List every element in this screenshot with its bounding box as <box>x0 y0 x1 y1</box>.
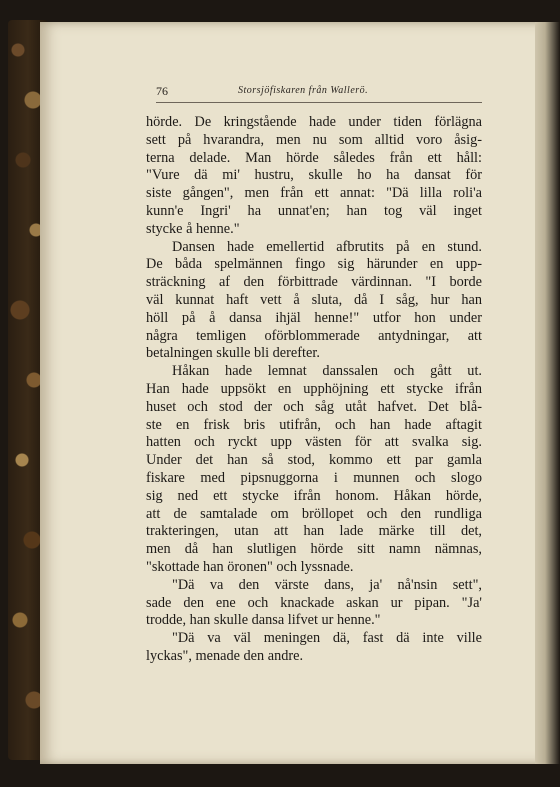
text-line: Under det han så stod, kommo ett par gamla <box>146 452 482 469</box>
text-line: siste gången", men från ett annat: "Dä lilla roli'a <box>146 185 482 202</box>
text-line: höll på å dansa ihjäl henne!" utfor hon under <box>146 309 482 326</box>
text-line: några temligen oförblommerade antydningar, att <box>146 327 482 344</box>
text-line: trakteringen, utan att han lade märke till det, <box>146 523 482 540</box>
text-line: sade den ene och knackade askan ur pipan. "Ja' <box>146 594 482 611</box>
text-line: "skottade han öronen" och lyssnade. <box>146 558 354 575</box>
text-line: lyckas", menade den andre. <box>146 647 304 664</box>
running-title: Storsjöfiskaren från Wallerö. <box>238 85 369 96</box>
text-line: kunn'e Ingri' ha unnat'en; han tog väl inget <box>146 202 482 219</box>
text-line: Han hade uppsökt en upphöjning ett stycke ifrån <box>146 380 482 397</box>
text-line: ste en frisk bris utifrån, och han hade aftagit <box>146 416 482 433</box>
text-line: huset och stod der och såg utåt hafvet. Det blå- <box>146 398 482 415</box>
text-line: Håkan hade lemnat danssalen och gått ut. <box>172 363 482 380</box>
text-line: väl kunnat haft vett å sluta, då I såg, hur han <box>146 291 482 308</box>
text-line: hatten och ryckt upp västen för att svalka sig. <box>146 434 482 451</box>
page-header <box>156 84 482 103</box>
text-line: sett på hvarandra, men nu som alltid voro åsig- <box>146 131 482 148</box>
text-line: "Dä va väl meningen dä, fast dä inte ville <box>172 630 482 647</box>
body-text <box>146 114 482 666</box>
text-line: att de samtalade om bröllopet och den rundliga <box>146 505 482 522</box>
text-line: "Vure dä mi' hustru, skulle ho ha dansat för <box>146 167 482 184</box>
text-line: betalningen skulle bli derefter. <box>146 345 320 362</box>
text-line: trodde, han skulle dansa lifvet ur henne." <box>146 612 381 629</box>
text-line: terna delade. Man hörde således från ett håll: <box>146 149 482 166</box>
page-gutter <box>535 22 560 764</box>
text-line: "Dä va den värste dans, ja' nå'nsin sett", <box>172 576 482 593</box>
page-number: 76 <box>156 84 168 98</box>
text-line: fiskare med pipsnuggorna i munnen och slogo <box>146 469 482 486</box>
text-line: hörde. De kringstående hade under tiden förlägna <box>146 114 482 130</box>
text-line: sig ned ett stycke ifrån honom. Håkan hörde, <box>146 487 482 504</box>
text-line: De båda spelmännen fingo sig härunder en upp- <box>146 256 482 273</box>
text-line: sträckning af den förbittrade värdinnan. "I borde <box>146 274 482 291</box>
text-line: Dansen hade emellertid afbrutits på en stund. <box>172 238 482 255</box>
text-line: men då han slutligen hörde sitt namn nämnas, <box>146 541 482 558</box>
text-line: stycke å henne." <box>146 220 240 237</box>
